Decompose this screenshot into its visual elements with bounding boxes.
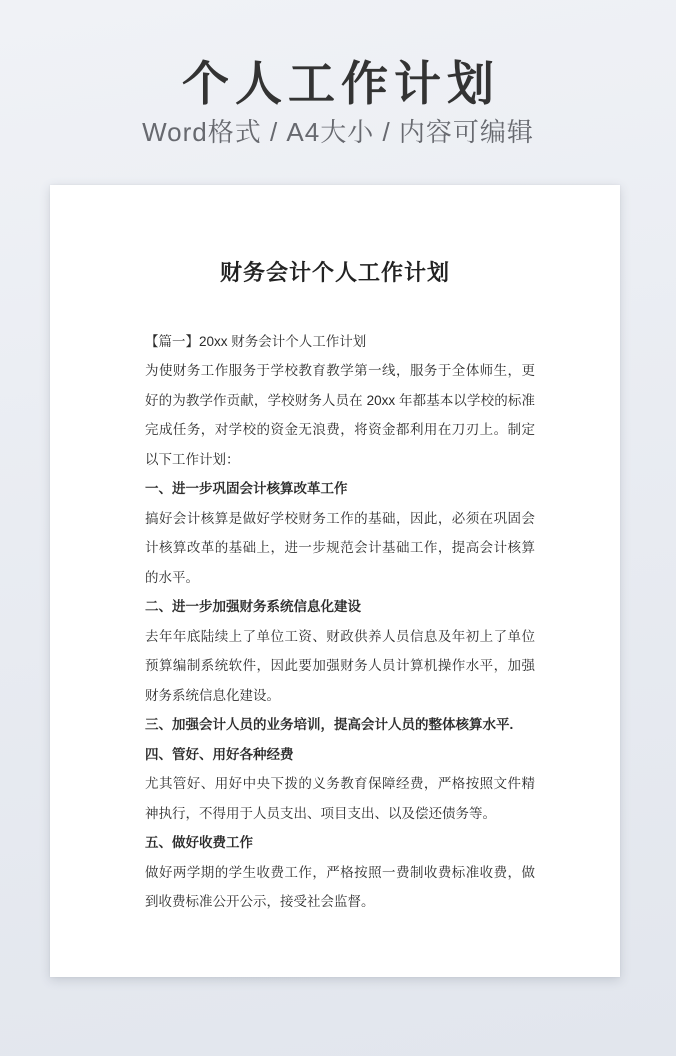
doc-paragraph: 去年年底陆续上了单位工资、财政供养人员信息及年初上了单位预算编制系统软件，因此要加强财务人员计算机操作水平，加强财务系统信息化建设。	[145, 628, 535, 703]
document-title: 财务会计个人工作计划	[219, 260, 450, 285]
doc-paragraph: 做好两学期的学生收费工作，严格按照一费制收费标准收费，做到收费标准公开公示，接受社会监督。	[145, 864, 535, 909]
page-title: 个人工作计划	[182, 57, 500, 110]
doc-paragraph: 为使财务工作服务于学校教育教学第一线，服务于全体师生，更好的为教学作贡献，学校财务人员在 20xx 年都基本以学校的标准完成任务，对学校的资金无浪费，将资金都利用在刀刃上。制定以下工作计划：	[145, 363, 535, 467]
doc-paragraph: 尤其管好、用好中央下拨的义务教育保障经费，严格按照文件精神执行，不得用于人员支出、项目支出、以及偿还债务等。	[145, 776, 535, 821]
page-subtitle: Word格式 / A4大小 / 内容可编辑	[142, 117, 534, 148]
doc-heading-1: 一、进一步巩固会计核算改革工作	[145, 481, 348, 496]
doc-heading-5: 五、做好收费工作	[145, 835, 253, 850]
doc-paragraph-intro: 【篇一】20xx 财务会计个人工作计划	[145, 333, 367, 349]
doc-heading-4: 四、管好、用好各种经费	[145, 746, 294, 762]
doc-heading-2: 二、进一步加强财务系统信息化建设	[145, 599, 361, 614]
promo-header	[0, 0, 676, 147]
doc-paragraph: 搞好会计核算是做好学校财务工作的基础，因此，必须在巩固会计核算改革的基础上，进一步规范会计基础工作，提高会计核算的水平。	[145, 510, 535, 585]
doc-heading-3: 三、加强会计人员的业务培训，提高会计人员的整体核算水平.	[145, 717, 514, 732]
document-page	[50, 185, 620, 977]
document-body	[50, 327, 620, 917]
